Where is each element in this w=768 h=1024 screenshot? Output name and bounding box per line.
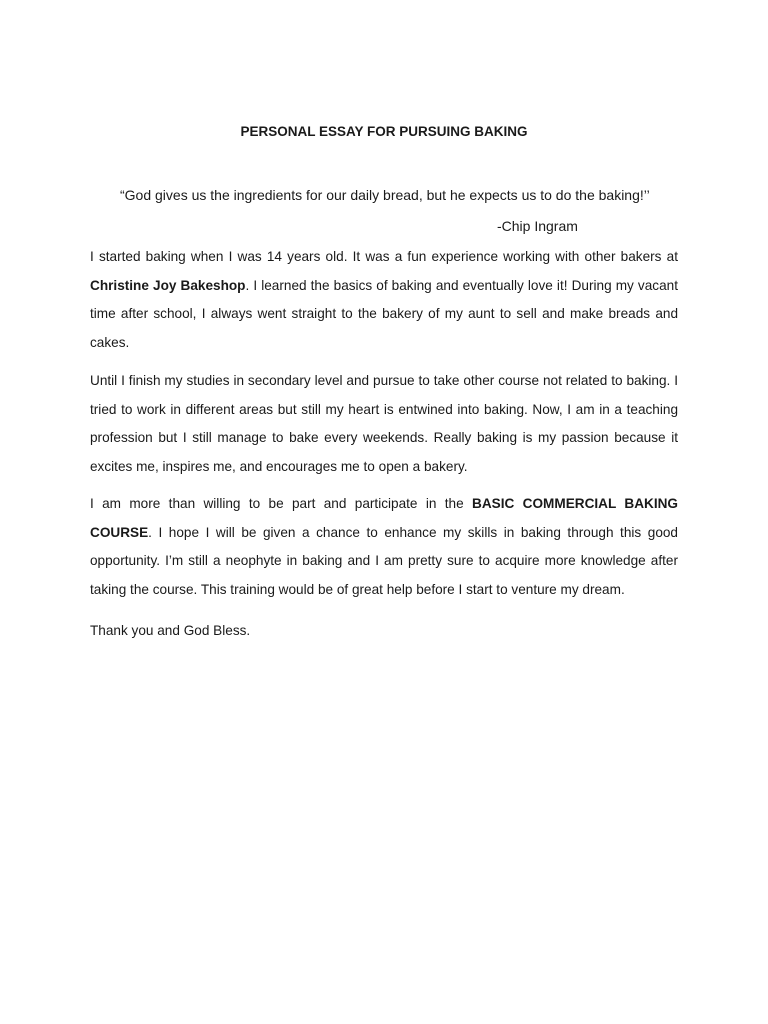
paragraph-1-text-start: I started baking when I was 14 years old. It was a fun experience working with other bakers at xyxy=(90,249,678,264)
closing-line: Thank you and God Bless. xyxy=(90,623,251,638)
document-title: PERSONAL ESSAY FOR PURSUING BAKING xyxy=(240,124,528,139)
paragraph-3-text-start: I am more than willing to be part and participate in the xyxy=(90,496,473,511)
paragraph-3 xyxy=(90,490,678,604)
paragraph-2: Until I finish my studies in secondary level and pursue to take other course not related to baking. I tried to work in different areas but still my heart is entwined into baking. Now, I am in a teaching profession but I still manage to bake every weekends. Really baking is my passion because it excites me, inspires me, and encourages me to open a bakery. xyxy=(90,373,678,474)
course-name: BASIC COMMERCIAL BAKING COURSE xyxy=(90,496,679,540)
quote-attribution: -Chip Ingram xyxy=(497,218,578,234)
paragraph-1 xyxy=(90,243,678,357)
opening-quote: “God gives us the ingredients for our daily bread, but he expects us to do the baking!’’ xyxy=(120,187,650,203)
paragraph-1-text-end: . I learned the basics of baking and eventually love it! During my vacant time after school, I always went straight to the bakery of my aunt to sell and make breads and cakes. xyxy=(90,277,678,350)
bakeshop-name: Christine Joy Bakeshop xyxy=(90,277,246,293)
paragraph-3-text-end: . I hope I will be given a chance to enhance my skills in baking through this good opportunity. I’m still a neophyte in baking and I am pretty sure to acquire more knowledge after taking the course. This training would be of great help before I start to venture my dream. xyxy=(90,524,678,597)
